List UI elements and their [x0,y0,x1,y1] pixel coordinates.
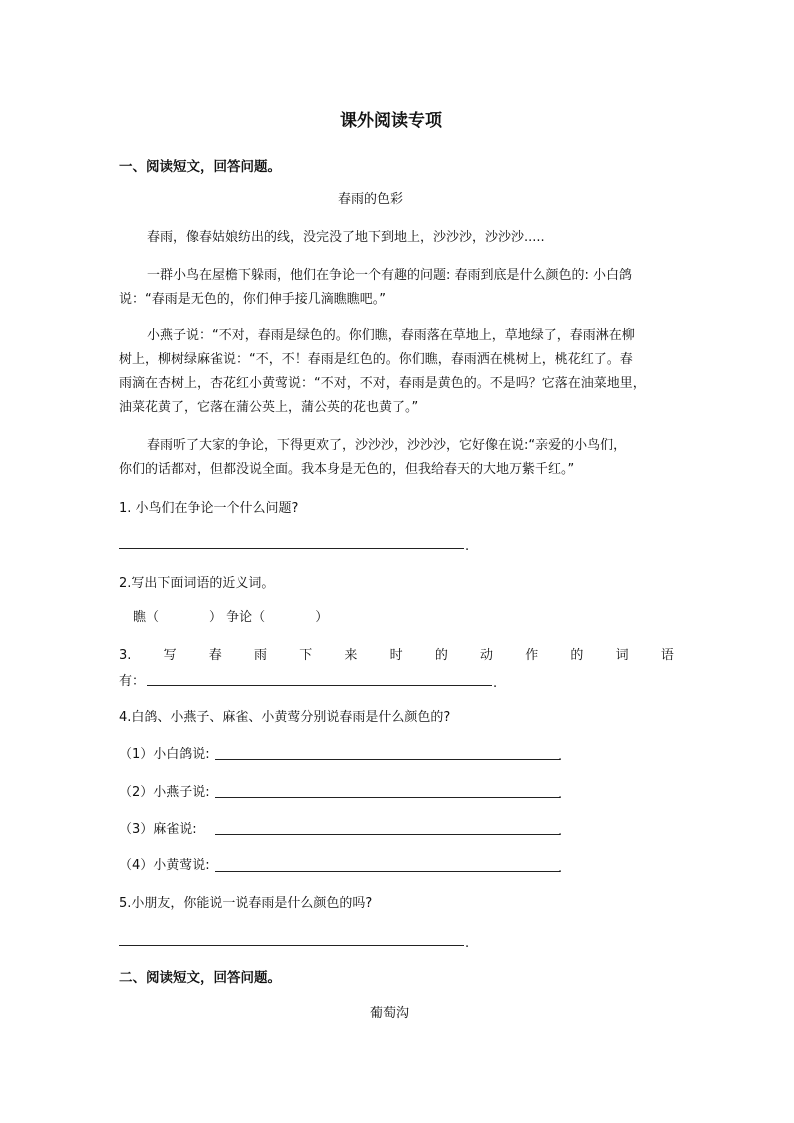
q3-char: 动 [480,648,494,663]
question-2: 2.写出下面词语的近义词。 [119,576,275,591]
answer-line-end: . [465,936,470,951]
answer-line-q5[interactable] [119,945,464,946]
answer-line-end: . [465,539,470,554]
question-3-tail: 有： [119,674,146,689]
q3-char: 时 [389,648,403,663]
answer-line-q4a[interactable] [215,759,560,760]
paragraph-3-line-1: 小燕子说：“不对，春雨是绿色的。你们瞧，春雨落在草地上，草地绿了，春雨淋在柳 [147,328,635,343]
answer-line-end: . [493,676,498,691]
paragraph-4-line-1: 春雨听了大家的争论，下得更欢了，沙沙沙，沙沙沙，它好像在说:“亲爱的小鸟们， [147,438,627,453]
paragraph-3-line-3: 雨滴在杏树上，杏花红小黄莺说：“不对，不对，春雨是黄色的。不是吗？它落在油菜地里， [119,376,646,391]
section-2-heading: 二、阅读短文，回答问题。 [119,970,281,986]
q3-char: 语 [660,648,674,663]
q3-char: 作 [525,648,539,663]
q2-word-1: 瞧（ [133,610,160,625]
q3-char: 春 [208,648,222,663]
question-4: 4.白鸽、小燕子、麻雀、小黄莺分别说春雨是什么颜色的? [119,710,451,725]
q3-char: 下 [299,648,313,663]
answer-line-end: . [558,824,563,839]
q3-char: 来 [344,648,358,663]
paragraph-3-line-4: 油菜花黄了，它落在蒲公英上，蒲公英的花也黄了。” [119,400,419,415]
answer-line-end: . [558,787,563,802]
answer-line-q4b[interactable] [215,797,560,798]
answer-line-end: . [558,861,563,876]
page-title: 课外阅读专项 [340,111,442,131]
answer-line-q4d[interactable] [215,871,560,872]
q3-char: 雨 [254,648,268,663]
question-4-d: （4）小黄莺说: [119,858,210,873]
paragraph-3-line-2: 树上，柳树绿麻雀说：“不，不！春雨是红色的。你们瞧，春雨洒在桃树上，桃花红了。春 [119,352,633,367]
paragraph-4-line-2: 你们的话都对，但都没说全面。我本身是无色的，但我给春天的大地万紫千红。” [119,462,575,477]
question-4-a: （1）小白鸽说: [119,747,210,762]
story-2-title: 葡萄沟 [370,1006,410,1021]
answer-line-q4c[interactable] [215,834,560,835]
question-5: 5.小朋友，你能说一说春雨是什么颜色的吗? [119,896,373,911]
q3-char: 写 [163,648,177,663]
answer-line-q3[interactable] [147,685,492,686]
q3-char: 的 [570,648,584,663]
q3-char: 3. [119,648,132,663]
q3-char: 的 [434,648,448,663]
question-3-row [119,644,674,668]
q2-word-2: 争论（ [226,610,266,625]
answer-line-end: . [558,749,563,764]
q2-close-1: ） [209,610,223,625]
paragraph-1: 春雨，像春姑娘纺出的线，没完没了地下到地上，沙沙沙，沙沙沙..... [147,230,545,245]
answer-line-q1[interactable] [119,548,464,549]
paragraph-2-line-1: 一群小鸟在屋檐下躲雨，他们在争论一个有趣的问题: 春雨到底是什么颜色的: 小白鸽 [147,268,633,283]
question-2-items [133,606,328,630]
q3-char: 词 [615,648,629,663]
q2-close-2: ） [315,610,329,625]
paragraph-2-line-2: 说：“春雨是无色的，你们伸手接几滴瞧瞧吧。” [119,292,386,307]
question-4-b: （2）小燕子说: [119,785,210,800]
story-title: 春雨的色彩 [338,192,404,207]
question-4-c: （3）麻雀说: [119,822,197,837]
question-1: 1. 小鸟们在争论一个什么问题? [119,501,299,516]
section-1-heading: 一、阅读短文，回答问题。 [119,159,281,175]
